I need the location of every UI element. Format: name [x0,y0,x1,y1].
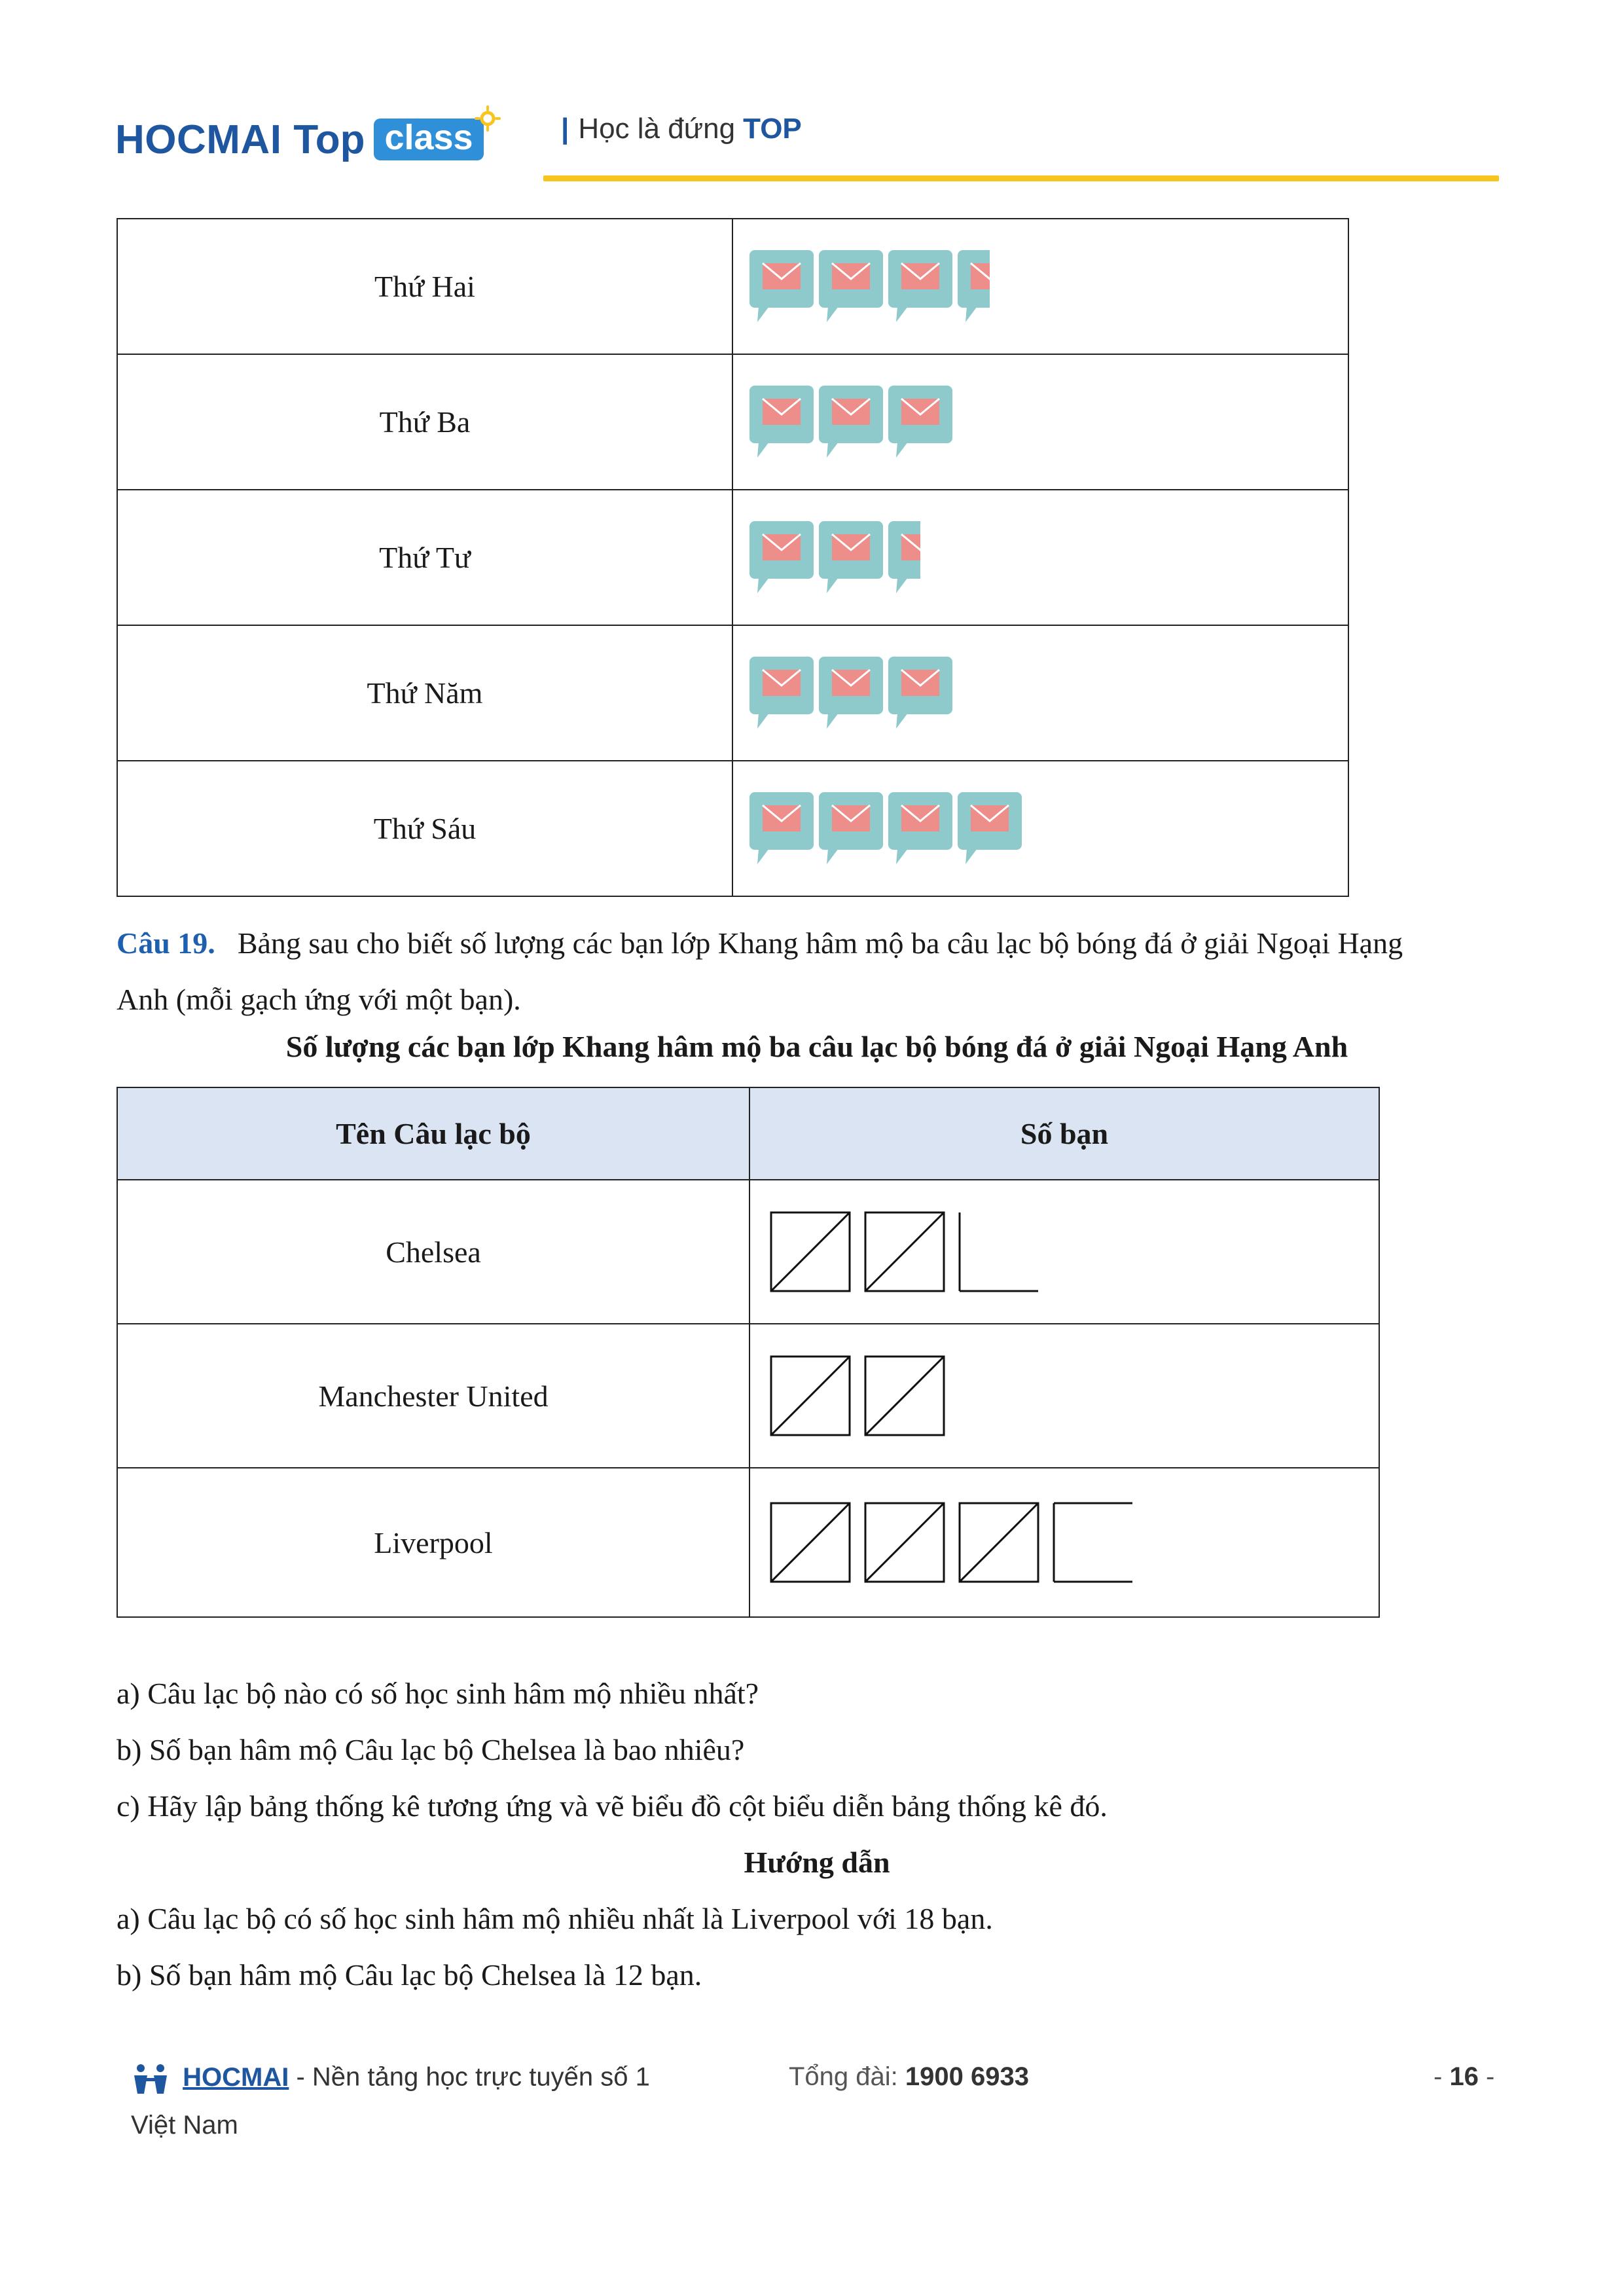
logo-hocmai-text: HOCMAI [115,117,282,162]
message-icon [819,521,883,594]
message-icon [749,250,814,323]
club-tally-table [117,1087,1380,1618]
message-icon [819,386,883,459]
tally-group-six [771,1212,850,1291]
footer-tagline-line2: Việt Nam [131,2111,238,2140]
tally-group-six [960,1503,1038,1582]
message-icon [888,657,952,730]
half-message-icon [888,521,920,594]
sun-icon [475,105,501,132]
footer-brand-link[interactable]: HOCMAI [183,2062,289,2092]
page-number [1434,2062,1494,2092]
message-row [117,490,1348,625]
slogan-top: TOP [743,113,802,145]
page-number-value: 16 [1449,2062,1479,2091]
tally-cell [749,1324,1379,1468]
hotline-number: 1900 6933 [905,2062,1029,2091]
day-label: Thứ Tư [117,490,732,625]
footer-hotline [789,2062,1029,2092]
guide-title: Hướng dẫn [744,1846,890,1879]
message-icons-cell [732,219,1348,354]
tally-cell [749,1180,1379,1324]
header-club: Tên Câu lạc bộ [117,1087,749,1180]
tally-partial [960,1212,1038,1291]
club-row [117,1468,1379,1617]
slogan [561,113,802,145]
message-row [117,761,1348,896]
message-icon [749,792,814,866]
message-icon [888,792,952,866]
tally-group-six [865,1503,944,1582]
slogan-divider: | [561,113,569,145]
message-icons-cell [732,625,1348,761]
page-suffix: - [1478,2062,1495,2091]
message-icon [749,386,814,459]
header-count: Số bạn [749,1087,1379,1180]
hocmai-footer-logo-icon [131,2062,170,2095]
half-message-icon [958,250,990,323]
logo-top-text: Top [293,117,365,162]
day-label: Thứ Hai [117,219,732,354]
logo-class-badge [374,118,483,160]
message-icon [749,521,814,594]
tally-cell [749,1468,1379,1617]
tally-partial [1054,1503,1132,1582]
club-row [117,1180,1379,1324]
tally-marks [770,1350,1228,1442]
hotline-label: Tổng đài: [789,2062,905,2091]
message-icon [819,792,883,866]
sub-question-a: a) Câu lạc bộ nào có số học sinh hâm mộ nhiều nhất? [117,1677,759,1710]
footer-brand-line [131,2062,650,2095]
message-icon [819,250,883,323]
message-row [117,219,1348,354]
slogan-text: Học là đứng [578,113,736,145]
club-table-title: Số lượng các bạn lớp Khang hâm mộ ba câu lạc bộ bóng đá ở giải Ngoại Hạng Anh [285,1030,1348,1063]
club-row [117,1324,1379,1468]
club-name: Manchester United [117,1324,749,1468]
sub-question-c: c) Hãy lập bảng thống kê tương ứng và vẽ biểu đồ cột biểu diễn bảng thống kê đó. [117,1789,1108,1823]
question-label: Câu 19. [117,926,215,960]
tally-marks [770,1497,1228,1588]
message-icon [749,657,814,730]
message-icon [888,250,952,323]
message-pictograph-table [117,218,1349,897]
day-label: Thứ Sáu [117,761,732,896]
sub-question-b: b) Số bạn hâm mộ Câu lạc bộ Chelsea là bao nhiêu? [117,1733,745,1766]
logo-class-text: class [384,118,473,157]
club-name: Chelsea [117,1180,749,1324]
question-text-line2: Anh (mỗi gạch ứng với một bạn). [117,983,521,1016]
tally-group-six [865,1212,944,1291]
page-prefix: - [1434,2062,1450,2091]
message-icons-cell [732,354,1348,490]
message-icon [819,657,883,730]
message-icons-cell [732,490,1348,625]
footer-tagline: - Nền tảng học trực tuyến số 1 [289,2062,650,2092]
message-icon [888,386,952,459]
guide-answer-a: a) Câu lạc bộ có số học sinh hâm mộ nhiều nhất là Liverpool với 18 bạn. [117,1902,993,1935]
tally-marks [770,1206,1228,1298]
tally-group-six [865,1357,944,1435]
header-divider [543,175,1499,181]
hocmai-logo [115,103,484,175]
day-label: Thứ Năm [117,625,732,761]
club-table-header-row [117,1087,1379,1180]
question-19 [117,915,1517,1028]
message-icons-cell [732,761,1348,896]
day-label: Thứ Ba [117,354,732,490]
tally-group-six [771,1503,850,1582]
tally-group-six [771,1357,850,1435]
message-row [117,625,1348,761]
guide-answer-b: b) Số bạn hâm mộ Câu lạc bộ Chelsea là 12 bạn. [117,1958,702,1992]
club-name: Liverpool [117,1468,749,1617]
message-row [117,354,1348,490]
question-text: Bảng sau cho biết số lượng các bạn lớp Khang hâm mộ ba câu lạc bộ bóng đá ở giải Ngoại Hạng [237,926,1403,960]
message-icon [958,792,1022,866]
